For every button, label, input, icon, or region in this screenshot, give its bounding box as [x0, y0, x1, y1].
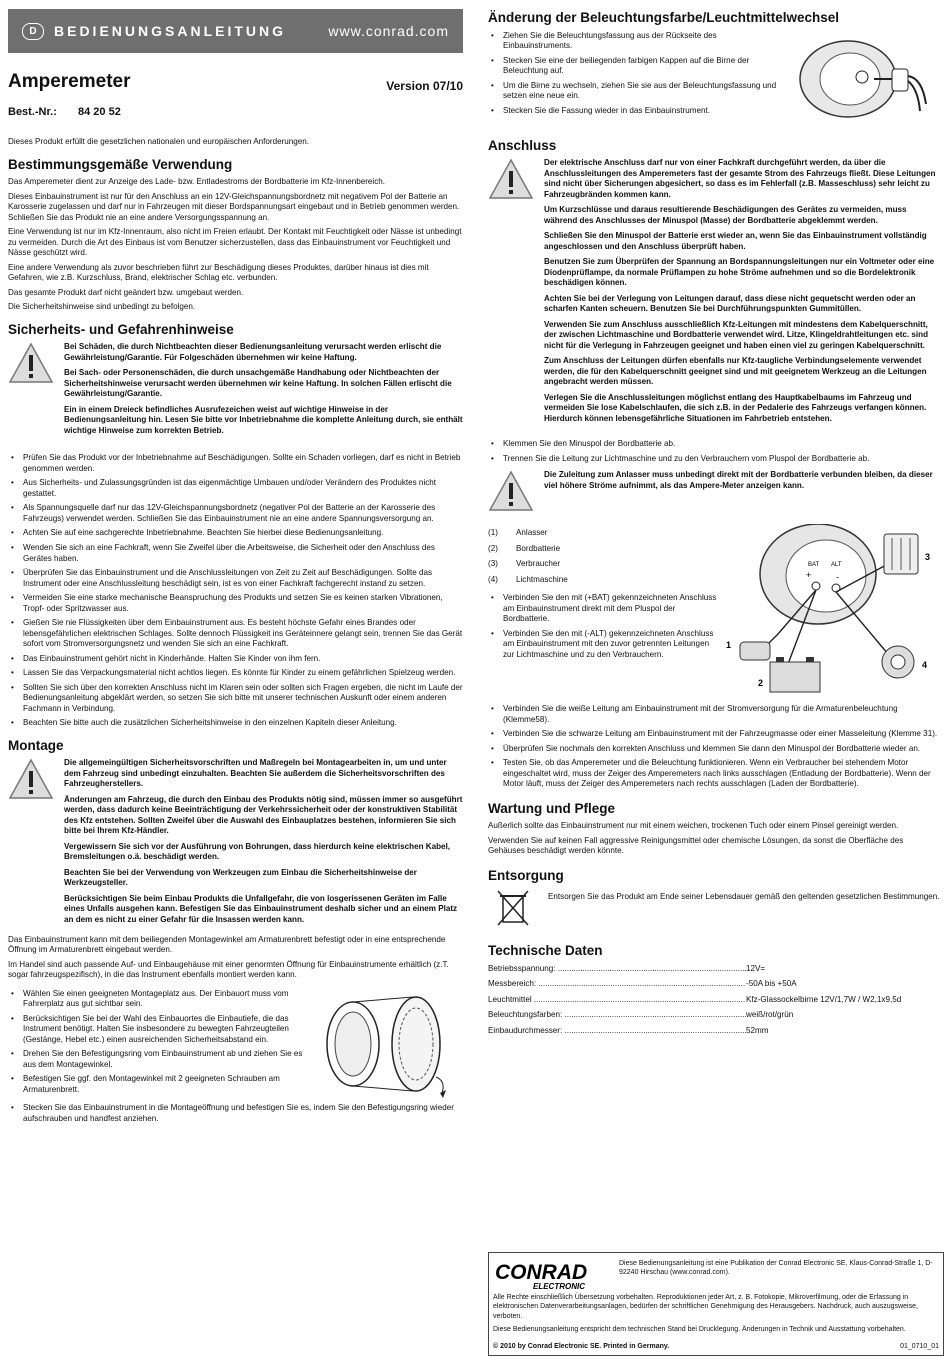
- legend-item: (1) Anlasser: [488, 527, 548, 537]
- legend-item: (3) Verbraucher: [488, 559, 561, 569]
- spec-row: Beleuchtungsfarben: ..... weiß/rot/grün: [488, 1010, 942, 1021]
- usage-paragraph: Das Amperemeter dient zur Anzeige des Lade- bzw. Entladestroms der Bordbatterie im Kfz-Innenbereich.: [8, 177, 386, 187]
- mounting-warning: Berücksichtigen Sie beim Einbau Produkts die Unfallgefahr, die von losgerissenen Geräten im Falle eines Unfalls ausgehen kann. Befestigen Sie das Einbauinstrument deshalb sicher und an einem Platz an dem es nicht zu einer Gefahr für die Insassen werden kann.: [64, 893, 458, 924]
- starter-warning: Die Zuleitung zum Anlasser muss unbedingt direkt mit der Bordbatterie verbunden bleiben, da dieser viel höhere Ströme aufnimmt, als das Ampere-Meter anzeigen kann.: [544, 470, 933, 490]
- safety-item: • Aus Sicherheits- und Zulassungsgründen ist das eigenmächtige Umbauen und/oder Verändern des Produktes nicht gestattet.: [8, 478, 463, 499]
- mounting-illustration: [308, 989, 458, 1099]
- maintenance-paragraph: Außerlich sollte das Einbauinstrument nur mit einem weichen, trockenen Tuch oder einem Pinsel gereinigt werden.: [488, 821, 899, 831]
- warning-triangle-icon: [488, 470, 544, 516]
- lighting-item: • Stecken Sie die Fassung wieder in das Einbauinstrument.: [488, 106, 788, 117]
- rights-note: Alle Rechte einschließlich Übersetzung vorbehalten. Reproduktionen jeder Art, z. B. Fotokopie, Mikroverfilmung, oder die Erfassung in elektronischen Datenverarbeitungsanlagen, bedürfen der schriftlichen Genehmigung des Herausgebers. Nachdruck, auch auszugsweise, verboten.: [493, 1294, 918, 1320]
- edition-note: Diese Bedienungsanleitung entspricht dem technischen Stand bei Drucklegung. Änderungen in Technik und Ausstattung vorbehalten.: [493, 1326, 906, 1334]
- wiring-item: • Verbinden Sie die weiße Leitung am Einbauinstrument mit der Stromversorgung für die Armaturenbeleuchtung (Klemme58).: [488, 704, 942, 725]
- document-version: Version 07/10: [386, 79, 463, 94]
- connection-warning-block: [488, 158, 942, 429]
- maintenance-heading: Wartung und Pflege: [488, 800, 615, 816]
- wiring-diagram: [718, 524, 938, 704]
- header-bar: [8, 9, 463, 53]
- mounting-list: [8, 989, 308, 1100]
- lighting-heading: Änderung der Beleuchtungsfarbe/Leuchtmittelwechsel: [488, 10, 840, 25]
- safety-item: • Überprüfen Sie das Einbauinstrument und die Anschlussleitungen von Zeit zu Zeit auf Beschädigungen. Sollte das Instrument oder eine Anschlussleitung beschädigt sein, ist es von einer Fachkraft fachgerecht instand zu setzen.: [8, 568, 463, 589]
- mounting-paragraph: Im Handel sind auch passende Auf- und Einbaugehäuse mit einer genormten Öffnung für Einbauinstrumente erhältlich (z.T. sogar fahrzeugspezifisch), in die das Instrument ebenfalls montiert werden kann.: [8, 959, 449, 980]
- safety-item: • Als Spannungsquelle darf nur das 12V-Gleichspannungsbordnetz (negativer Pol der Batterie an der Karosserie des Fahrzeugs) verwendet werden. Schließen Sie das Einbauinstrument nie an eine andere Spannungsversorgung an.: [8, 503, 463, 524]
- legend-item: (2) Bordbatterie: [488, 543, 561, 553]
- bulb-socket-illustration: [788, 31, 938, 131]
- connection-heading: Anschluss: [488, 137, 557, 153]
- logo-sub: ELECTRONIC: [533, 1282, 585, 1291]
- mounting-item: • Befestigen Sie ggf. den Montagewinkel mit 2 geeigneten Schrauben am Armaturenbrett.: [8, 1074, 308, 1095]
- warning-triangle-icon: [488, 158, 544, 429]
- disposal-text: Entsorgen Sie das Produkt am Ende seiner Lebensdauer gemäß den geltenden gesetzlichen Bestimmungen.: [548, 892, 940, 902]
- right-column: [488, 0, 942, 1041]
- mounting-warning: Die allgemeingültigen Sicherheitsvorschriften und Maßregeln bei Montagearbeiten in, um und unter dem Fahrzeug sind unbedingt einzuhalten. Beachten Sie außerdem die Sicherheitsvorschriften des Fahrzeugherstellers.: [64, 758, 447, 789]
- specs-table: [488, 964, 942, 1037]
- wiring-item: • Testen Sie, ob das Amperemeter und die Beleuchtung funktionieren. Wenn ein Verbraucher bei stehendem Motor eingeschaltet wird, muss der Zeiger des Amperemeters nach links ausschlagen (Entladung der Bordbatterie). Wenn der Motor läuft, muss der Zeiger des Amperemeters nach rechts ausschlagen (Laden der Bordbatterie).: [488, 758, 942, 790]
- mounting-warning-block: [8, 758, 463, 930]
- safety-item: • Beachten Sie bitte auch die zusätzlichen Sicherheitshinweise in den einzelnen Kapiteln dieser Anleitung.: [8, 718, 463, 729]
- maintenance-paragraph: Verwenden Sie auf keinen Fall aggressive Reinigungsmittel oder chemische Lösungen, da sonst die Oberfläche des Gehäuses beschädigt werden könnte.: [488, 835, 904, 856]
- safety-item: • Lassen Sie das Verpackungsmaterial nicht achtlos liegen. Es könnte für Kinder zu einem gefährlichen Spielzeug werden.: [8, 668, 463, 679]
- safety-item: • Achten Sie auf eine sachgerechte Inbetriebnahme. Beachten Sie hierbei diese Bedienungsanleitung.: [8, 528, 463, 539]
- mounting-item: • Stecken Sie das Einbauinstrument in die Montageöffnung und befestigen Sie es, indem Sie den Befestigungsring wieder aufschrauben und handfest anziehen.: [8, 1103, 463, 1124]
- mounting-heading: Montage: [8, 737, 64, 753]
- safety-item: • Prüfen Sie das Produkt vor der Inbetriebnahme auf Beschädigungen. Sollte ein Schaden vorliegen, darf es nicht in Betrieb genommen werden.: [8, 453, 463, 474]
- connection-warning: Um Kurzschlüsse und daraus resultierende Beschädigungen des Gerätes zu vermeiden, muss während des Anschlusses der Minuspol (Masse) der Bordbatterie abgeklemmt werden.: [544, 205, 907, 225]
- title-row: [8, 70, 463, 95]
- mounting-paragraph: Das Einbauinstrument kann mit dem beiliegenden Montagewinkel am Armaturenbrett befestigt oder in eine entsprechende Öffnung im Armaturenbrett eingebaut werden.: [8, 934, 446, 955]
- wiring-section: [488, 524, 942, 704]
- starter-warning-block: [488, 470, 942, 516]
- safety-item: • Wenden Sie sich an eine Fachkraft, wenn Sie Zweifel über die Arbeitsweise, die Sicherheit oder den Anschluss des Gerätes haben.: [8, 543, 463, 564]
- specs-heading: Technische Daten: [488, 943, 603, 959]
- legend-item: (4) Lichtmaschine: [488, 574, 568, 584]
- label-3: 3: [925, 551, 931, 562]
- wiring-item: • Verbinden Sie den mit (-ALT) gekennzeichneten Anschluss am Einbauinstrument mit den zuvor getrennten Leitungen zur Lichtmaschine und zu den Verbrauchern.: [488, 629, 718, 661]
- connection-item: • Trennen Sie die Leitung zur Lichtmaschine und zu den Verbrauchern vom Pluspol der Bordbatterie ab.: [488, 454, 942, 465]
- minus-label: -: [836, 571, 839, 582]
- copyright: © 2010 by Conrad Electronic SE. Printed in Germany.: [493, 1342, 670, 1350]
- wiring-item: • Überprüfen Sie nochmals den korrekten Anschluss und klemmen Sie dann den Minuspol der Bordbatterie wieder an.: [488, 744, 942, 755]
- lighting-item: • Ziehen Sie die Beleuchtungsfassung aus der Rückseite des Einbauinstruments.: [488, 31, 788, 52]
- lighting-item: • Stecken Sie eine der beiliegenden farbigen Kappen auf die Birne der Beleuchtung auf.: [488, 56, 788, 77]
- order-number-row: [8, 105, 463, 119]
- mounting-item: • Wählen Sie einen geeigneten Montageplatz aus. Der Einbauort muss vom Fahrerplatz aus gut sichtbar sein.: [8, 989, 308, 1010]
- mounting-warning: Beachten Sie bei der Verwendung von Werkzeugen zum Einbau die Sicherheitshinweise der Werkzeugsteller.: [64, 867, 417, 888]
- safety-warning: Bei Sach- oder Personenschäden, die durch unsachgemäße Handhabung oder Nichtbeachten der Sicherheitshinweise verursacht werden übernehmen wir keine Haftung. In solchen Fällen erlischt die Gewährleistung/Garantie.: [64, 368, 452, 399]
- connection-item: • Klemmen Sie den Minuspol der Bordbatterie ab.: [488, 439, 942, 450]
- safety-item: • Das Einbauinstrument gehört nicht in Kinderhände. Halten Sie Kinder von ihm fern.: [8, 654, 463, 665]
- usage-paragraph: Die Sicherheitshinweise sind unbedingt zu befolgen.: [8, 302, 196, 312]
- plus-label: +: [806, 569, 812, 580]
- lighting-item: • Um die Birne zu wechseln, ziehen Sie sie aus der Beleuchtungsfassung und setzen eine neue ein.: [488, 81, 788, 102]
- lighting-list: [488, 31, 788, 127]
- connection-warning: Verwenden Sie zum Anschluss ausschließlich Kfz-Leitungen mit mindestens dem Kabelquerschnitt, der zwischen Lichtmaschine und Bordbatterie verwendet wird. Litze, Klingeldrahtleitungen etc. sind nicht für die Verlegung in Fahrzeugen geeignet und haben einen viel zu geringen Kabelquerschnitt.: [544, 319, 929, 350]
- connection-warning: Der elektrische Anschluss darf nur von einer Fachkraft durchgeführt werden, da über die Anschlussleitungen des Amperemeters fast der gesamte Strom des Fahrzeugs fließt. Diese Leitungen sind nicht über Sicherungen abgesichert, so dass es im Fehlerfall (z.B. Masseschluss) sehr leicht zu Fahrzeugbränden kommen kann.: [544, 158, 936, 199]
- label-2: 2: [758, 677, 764, 688]
- warning-triangle-icon: [8, 342, 64, 441]
- mounting-warning: Vergewissern Sie sich vor der Ausführung von Bohrungen, dass hierdurch keine elektrischen Kabel, Bremsleitungen o.ä. beschädigt werden.: [64, 841, 451, 862]
- spec-row: Einbaudurchmesser: ..... 52mm: [488, 1026, 942, 1037]
- label-1: 1: [726, 639, 732, 650]
- disposal-row: [488, 888, 942, 928]
- mounting-steps-row: [8, 989, 463, 1104]
- safety-list: [8, 453, 463, 728]
- wiring-list: [488, 593, 718, 660]
- intro-text: Dieses Produkt erfüllt die gesetzlichen nationalen und europäischen Anforderungen.: [8, 136, 310, 146]
- wiring-list: [488, 704, 942, 790]
- usage-paragraph: Eine Verwendung ist nur im Kfz-Innenraum, also nicht im Freien erlaubt. Der Kontakt mit Feuchtigkeit oder Nässe ist unbedingt zu vermeiden. Durch die Art des Einbaus ist vom Benutzer sicherzustellen, dass das Einbauinstrument vor Feuchtigkeit und Nässe geschützt wird.: [8, 227, 462, 258]
- safety-warning-block: [8, 342, 463, 441]
- wiring-item: • Verbinden Sie den mit (+BAT) gekennzeichneten Anschluss am Einbauinstrument direkt mit dem Pluspol der Bordbatterie.: [488, 593, 718, 625]
- connection-warning: Verlegen Sie die Anschlussleitungen möglichst entlang des Hauptkabelbaums im Fahrzeug und vermeiden Sie lose Kabelschlaufen, die sich z.B. in der Pedalerie des Fahrzeugs verfangen können. Hierdurch können lebensgefährliche Situationen im Fahrbetrieb entstehen.: [544, 392, 927, 423]
- header-url: www.conrad.com: [328, 22, 449, 39]
- mounting-warning: Änderungen am Fahrzeug, die durch den Einbau des Produkts nötig sind, müssen immer so ausgeführt werden, dass dadurch keine Beeinträchtigung der Verkehrssicherheit oder der konstruktiven Stabilität des Kfz entstehen. Sollten Zweifel über die Auswahl des Einbauplatzes bestehen, informieren Sie sich bitte bei Ihrem Kfz-Händler.: [64, 794, 463, 836]
- mounting-item: • Berücksichtigen Sie bei der Wahl des Einbauortes die Einbautiefe, die das Instrument benötigt. Halten Sie insbesondere zu bewegten Fahrzeugteilen (Gestänge, Hebel etc.) einen ausreichenden Sicherheitsabstand ein.: [8, 1014, 308, 1046]
- logo-main: CONRAD: [495, 1261, 588, 1284]
- bat-label: BAT: [808, 561, 820, 568]
- safety-item: • Gießen Sie nie Flüssigkeiten über dem Einbauinstrument aus. Es besteht höchste Gefahr eines Brandes oder lebensgefährlichen elektrischen Schlages. Sollte dennoch Flüssigkeit ins Geräteinnere gelangt sein, trennen Sie das Gerät sofort vom Stromversorgungsnetz und wenden Sie sich an eine Fachkraft.: [8, 618, 463, 650]
- connection-warning: Zum Anschluss der Leitungen dürfen ebenfalls nur Kfz-taugliche Verbindungselemente verwendet werden, die für den Kabelquerschnitt geeignet sind und mit geeignetem Werkzeug an die Leitungen angebracht werden müssen.: [544, 356, 927, 387]
- header-title: BEDIENUNGSANLEITUNG: [54, 22, 287, 39]
- warning-triangle-icon: [8, 758, 64, 930]
- left-column: [8, 0, 463, 1128]
- wiring-left: [488, 524, 718, 704]
- footer-bottom: [493, 1342, 939, 1351]
- alt-label: ALT: [831, 561, 842, 568]
- usage-paragraph: Dieses Einbauinstrument ist nur für den Anschluss an ein 12V-Gleichspannungsbordnetz mit negativem Pol der Batterie an Karosserie zugelassen und darf nur in Fahrzeugen mit dieser Bordspannungsart eingebaut und in Betrieb genommen werden. Schließen Sie das Produkt nie an eine andere Versorgungsspannung an.: [8, 191, 460, 222]
- safety-item: • Vermeiden Sie eine starke mechanische Beanspruchung des Produkts und setzen Sie es keinen starken Vibrationen, Tropf- oder Spritzwasser aus.: [8, 593, 463, 614]
- mounting-list: [8, 1103, 463, 1124]
- usage-heading: Bestimmungsgemäße Verwendung: [8, 156, 233, 172]
- usage-paragraph: Eine andere Verwendung als zuvor beschrieben führt zur Beschädigung dieses Produktes, darüber hinaus ist dies mit Gefahren, wie z.B. Kurzschluss, Brand, elektrischer Schlag etc. verbunden.: [8, 262, 429, 283]
- lighting-row: [488, 31, 942, 131]
- spec-row: Betriebsspannung: ..... 12V=: [488, 964, 942, 975]
- document-code: 01_0710_01: [900, 1342, 939, 1350]
- disposal-heading: Entsorgung: [488, 867, 564, 883]
- conrad-logo: [493, 1259, 611, 1293]
- component-legend: [488, 528, 718, 585]
- safety-heading: Sicherheits- und Gefahrenhinweise: [8, 321, 234, 337]
- mounting-item: • Drehen Sie den Befestigungsring vom Einbauinstrument ab und ziehen Sie es aus dem Montagewinkel.: [8, 1049, 308, 1070]
- connection-warning: Benutzen Sie zum Überprüfen der Spannung an Bordspannungsleitungen nur ein Voltmeter oder eine Diodenprüflampe, da normale Prüflampen zu hohe Ströme aufnehmen und so die Bordelektronik beschädigen können.: [544, 257, 935, 288]
- label-4: 4: [922, 659, 928, 670]
- usage-paragraph: Das gesamte Produkt darf nicht geändert bzw. umgebaut werden.: [8, 287, 244, 297]
- safety-item: • Sollten Sie sich über den korrekten Anschluss nicht im Klaren sein oder sollten sich Fragen ergeben, die nicht im Laufe der Bedienungsanleitung abgeklärt werden, so setzen Sie sich bitte mit unserer technischen Auskunft oder einem anderen Fachmann in Verbindung.: [8, 683, 463, 715]
- spec-row: Leuchtmittel ..... Kfz-Glassockelbirne 12V/1,7W / W2,1x9,5d: [488, 995, 942, 1006]
- safety-warning: Bei Schäden, die durch Nichtbeachten dieser Bedienungsanleitung verursacht werden erlischt die Gewährleistung/Garantie. Für Folgeschäden übernehmen wir keine Haftung.: [64, 342, 442, 362]
- spec-row: Messbereich: ..... -50A bis +50A: [488, 979, 942, 990]
- publication-note: Diese Bedienungsanleitung ist eine Publikation der Conrad Electronic SE, Klaus-Conrad-Straße 1, D-92240 Hirschau (www.conrad.com).: [619, 1260, 933, 1277]
- imprint-box: [488, 1252, 944, 1356]
- safety-warning: Ein in einem Dreieck befindliches Ausrufezeichen weist auf wichtige Hinweise in der Bedienungsanleitung hin. Lesen Sie bitte vor Inbetriebnahme die komplette Anleitung durch, sie enthält wichtige Hinweise zum korrekten Betrieb.: [64, 404, 463, 435]
- crossed-bin-icon: [488, 888, 538, 928]
- order-number: 84 20 52: [78, 105, 121, 118]
- order-number-label: Best.-Nr.:: [8, 105, 57, 118]
- language-badge: D: [22, 23, 44, 40]
- connection-list: [488, 439, 942, 464]
- document-title: Amperemeter: [8, 71, 131, 92]
- connection-warning: Achten Sie bei der Verlegung von Leitungen darauf, dass diese nicht gequetscht werden oder an scharfen Kanten scheuern. Benutzen Sie bei Durchführungspunkten Gummitüllen.: [544, 293, 916, 314]
- wiring-item: • Verbinden Sie die schwarze Leitung am Einbauinstrument mit der Fahrzeugmasse oder einer Masseleitung (Klemme 31).: [488, 729, 942, 740]
- connection-warning: Schließen Sie den Minuspol der Batterie erst wieder an, wenn Sie das Einbauinstrument vollständig angeschlossen und den Anschluss überprüft haben.: [544, 231, 927, 251]
